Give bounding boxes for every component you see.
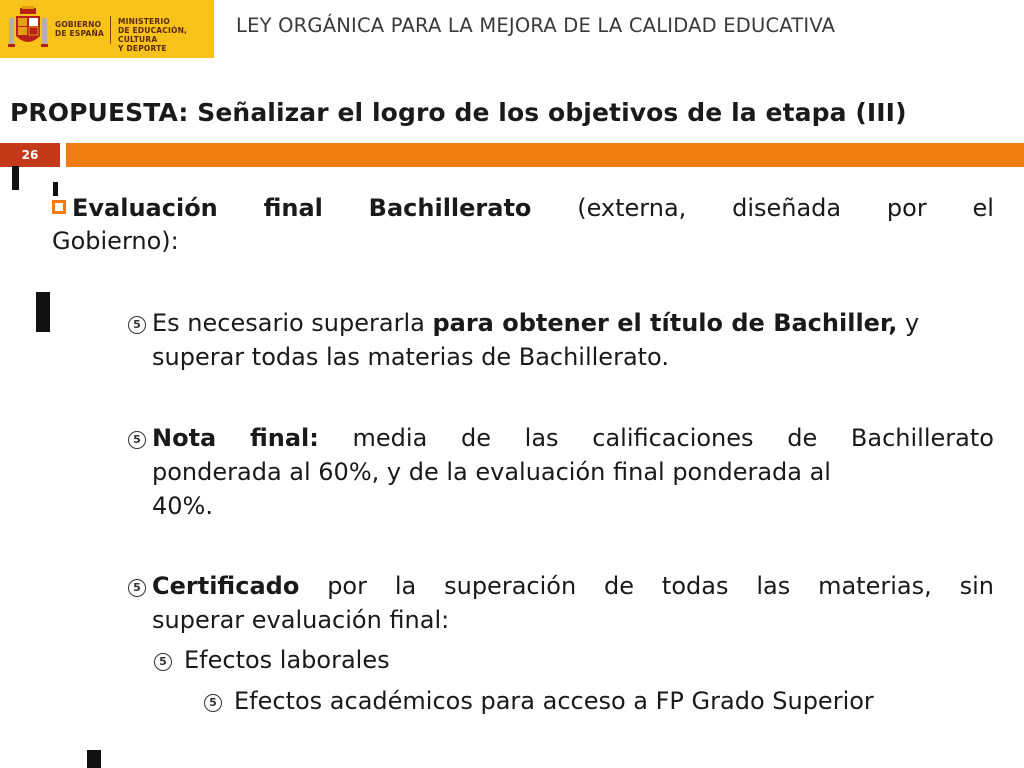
decorative-mark xyxy=(12,166,19,190)
logo-ministry-text: MINISTERIO DE EDUCACIÓN, CULTURA Y DEPORTE xyxy=(118,17,188,53)
decorative-mark xyxy=(87,750,101,768)
list-item-certificado: 5 Certificado por la superación de todas las materias, sin superar evaluación final: xyxy=(128,569,994,637)
logo-divider xyxy=(110,16,111,44)
coat-of-arms-icon xyxy=(8,6,48,52)
slide-title: PROPUESTA: Señalizar el logro de los objetivos de la etapa (III) xyxy=(10,98,907,127)
sub-item-efectos-laborales: 5 Efectos laborales xyxy=(154,643,390,677)
decorative-mark xyxy=(36,292,50,332)
circled-five-icon: 5 xyxy=(128,579,146,597)
logo-government-text: GOBIERNO DE ESPAÑA xyxy=(55,20,104,38)
title-underline-bar xyxy=(66,143,1024,167)
circled-five-icon: 5 xyxy=(204,694,222,712)
square-bullet-icon xyxy=(52,200,66,214)
circled-five-icon: 5 xyxy=(128,431,146,449)
circled-five-icon: 5 xyxy=(128,316,146,334)
government-logo xyxy=(0,0,214,58)
law-title: LEY ORGÁNICA PARA LA MEJORA DE LA CALIDAD EDUCATIVA xyxy=(236,14,836,37)
circled-five-icon: 5 xyxy=(154,653,172,671)
list-item-nota-final: 5 Nota final: media de las calificaciones de Bachillerato ponderada al 60%, y de la evaluación final ponderada al 40%. xyxy=(128,421,994,523)
list-item-titulo: 5 Es necesario superarla para obtener el título de Bachiller, y superar todas las materias de Bachillerato. xyxy=(128,306,994,374)
sub-item-efectos-academicos: 5 Efectos académicos para acceso a FP Grado Superior xyxy=(204,684,874,718)
evaluation-heading: Evaluación final Bachillerato (externa, diseñada por el Gobierno): xyxy=(52,194,994,255)
slide-number: 26 xyxy=(0,143,60,167)
